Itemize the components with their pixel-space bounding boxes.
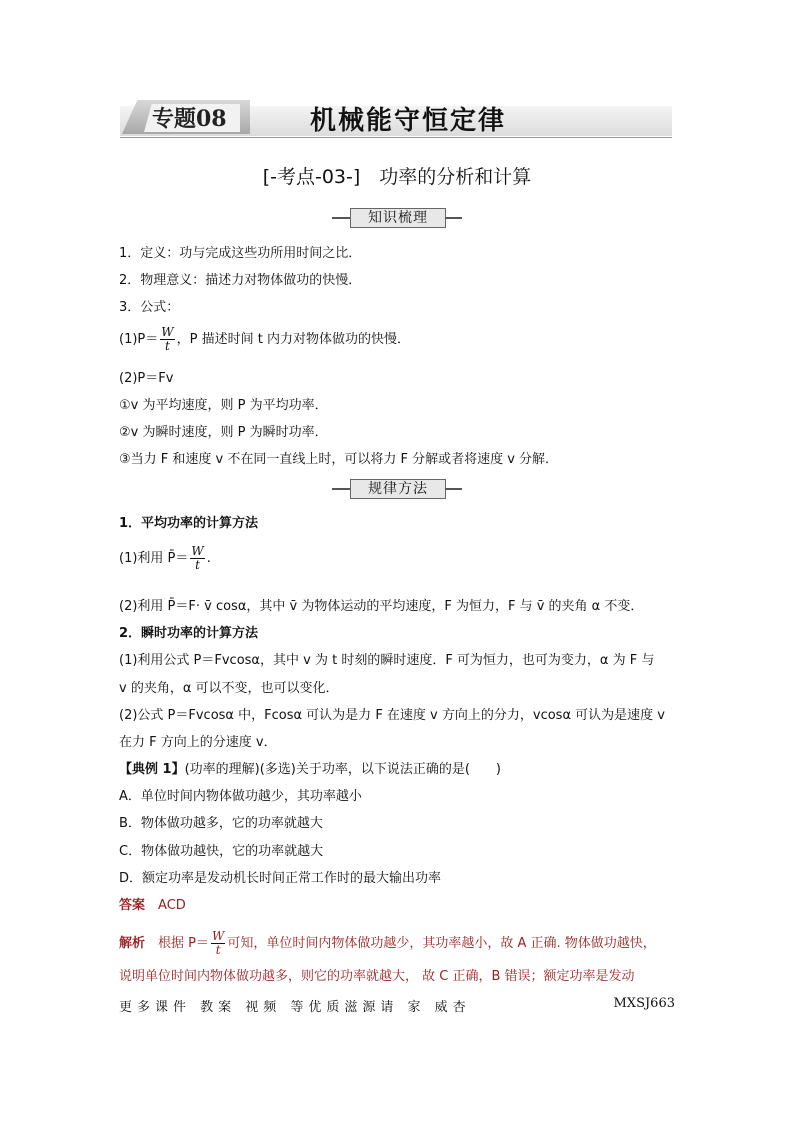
chapter-label: 专题08 <box>152 106 227 132</box>
fraction-denominator: t <box>215 943 221 957</box>
example-question: (功率的理解)(多选)关于功率，以下说法正确的是( ) <box>184 762 502 777</box>
example-stem <box>119 761 501 779</box>
answer-value: ACD <box>158 898 186 913</box>
method-line-4b: 在力 F 方向上的分速度 v． <box>119 735 277 750</box>
option-c: C．物体做功越快，它的功率就越大 <box>119 844 324 859</box>
knowledge-line-4 <box>119 326 410 353</box>
fraction-w-over-t <box>160 326 174 353</box>
formula-suffix: ，P 描述时间 t 内力对物体做功的快慢． <box>176 332 410 347</box>
option-d: D．额定功率是发动机长时间正常工作时的最大输出功率 <box>119 871 442 886</box>
knowledge-line-8: ③当力 F 和速度 v 不在同一直线上时，可以将力 F 分解或者将速度 v 分解． <box>119 452 559 467</box>
fraction-denominator: t <box>195 558 200 572</box>
section-rule-right <box>445 488 462 490</box>
fraction-numerator: W <box>191 544 204 558</box>
method-line-3a: (1)利用公式 P＝Fvcosα，其中 v 为 t 时刻的瞬时速度．F 可为恒力，也可为变力，α 为 F 与 <box>119 653 655 668</box>
answer-line <box>119 897 186 915</box>
method-line-4a: (2)公式 P＝Fvcosα 中，Fcosα 可认为是力 F 在速度 v 方向上的分力，vcosα 可认为是速度 v <box>119 708 665 723</box>
analysis-prefix: 根据 P＝ <box>158 936 210 951</box>
section-label-knowledge <box>332 208 462 228</box>
option-a: A．单位时间内物体做功越少，其功率越小 <box>119 789 362 804</box>
footer <box>119 996 675 1015</box>
analysis-label: 解析 <box>119 936 146 951</box>
fraction-numerator: W <box>161 325 174 339</box>
analysis-line-2: 说明单位时间内物体做功越多，则它的功率就越大， 故 C 正确，B 错误；额定功率是发动 <box>119 969 635 984</box>
method-line-1 <box>119 545 211 572</box>
section-rule-left <box>332 488 350 490</box>
footer-text: 更多课件 教案 视频 等优质滋源请 家 威杏 <box>119 1000 471 1015</box>
analysis-suffix: 可知，单位时间内物体做功越少，其功率越小，故 A 正确. 物体做功越快， <box>227 936 656 951</box>
section-title: 规律方法 <box>350 479 446 499</box>
chapter-banner <box>120 100 672 138</box>
option-b: B．物体做功越多，它的功率就越大 <box>119 816 323 831</box>
formula-suffix: . <box>206 551 211 566</box>
section-rule-left <box>332 217 350 219</box>
knowledge-line-7: ②v 为瞬时速度，则 P 为瞬时功率． <box>119 425 328 440</box>
fraction-numerator: W <box>212 929 225 943</box>
section-label-method <box>332 479 462 499</box>
fraction-w-over-t <box>190 545 204 572</box>
banner-underline <box>120 137 672 138</box>
knowledge-line-1: 1．定义：功与完成这些功所用时间之比． <box>119 246 362 261</box>
knowledge-line-5: (2)P＝Fv <box>119 371 174 386</box>
section-title: 知识梳理 <box>350 208 446 228</box>
fraction-denominator: t <box>165 339 170 353</box>
topic-heading: [-考点-03-] 功率的分析和计算 <box>262 166 532 188</box>
knowledge-line-3: 3．公式： <box>119 300 180 315</box>
method-heading-1: 1．平均功率的计算方法 <box>119 516 259 531</box>
knowledge-line-2: 2．物理意义：描述力对物体做功的快慢． <box>119 273 362 288</box>
formula-prefix: (1)P＝ <box>119 332 159 347</box>
example-tag: 【典例 1】 <box>119 762 185 777</box>
knowledge-line-6: ①v 为平均速度，则 P 为平均功率． <box>119 398 328 413</box>
answer-label: 答案 <box>119 898 146 913</box>
footer-code: MXSJ663 <box>613 996 675 1011</box>
method-line-3b: v 的夹角，α 可以不变，也可以变化． <box>119 681 339 696</box>
method-line-2: (2)利用 P̄＝F· v̄ cosα，其中 v̄ 为物体运动的平均速度，F 为恒力，F 与 v̄ 的夹角 α 不变． <box>119 599 644 614</box>
analysis-line-1 <box>119 930 656 957</box>
formula-prefix: (1)利用 P̄＝ <box>119 551 189 566</box>
fraction-w-over-t <box>211 930 225 957</box>
method-heading-2: 2．瞬时功率的计算方法 <box>119 626 259 641</box>
chapter-title: 机械能守恒定律 <box>310 106 507 136</box>
section-rule-right <box>445 217 462 219</box>
